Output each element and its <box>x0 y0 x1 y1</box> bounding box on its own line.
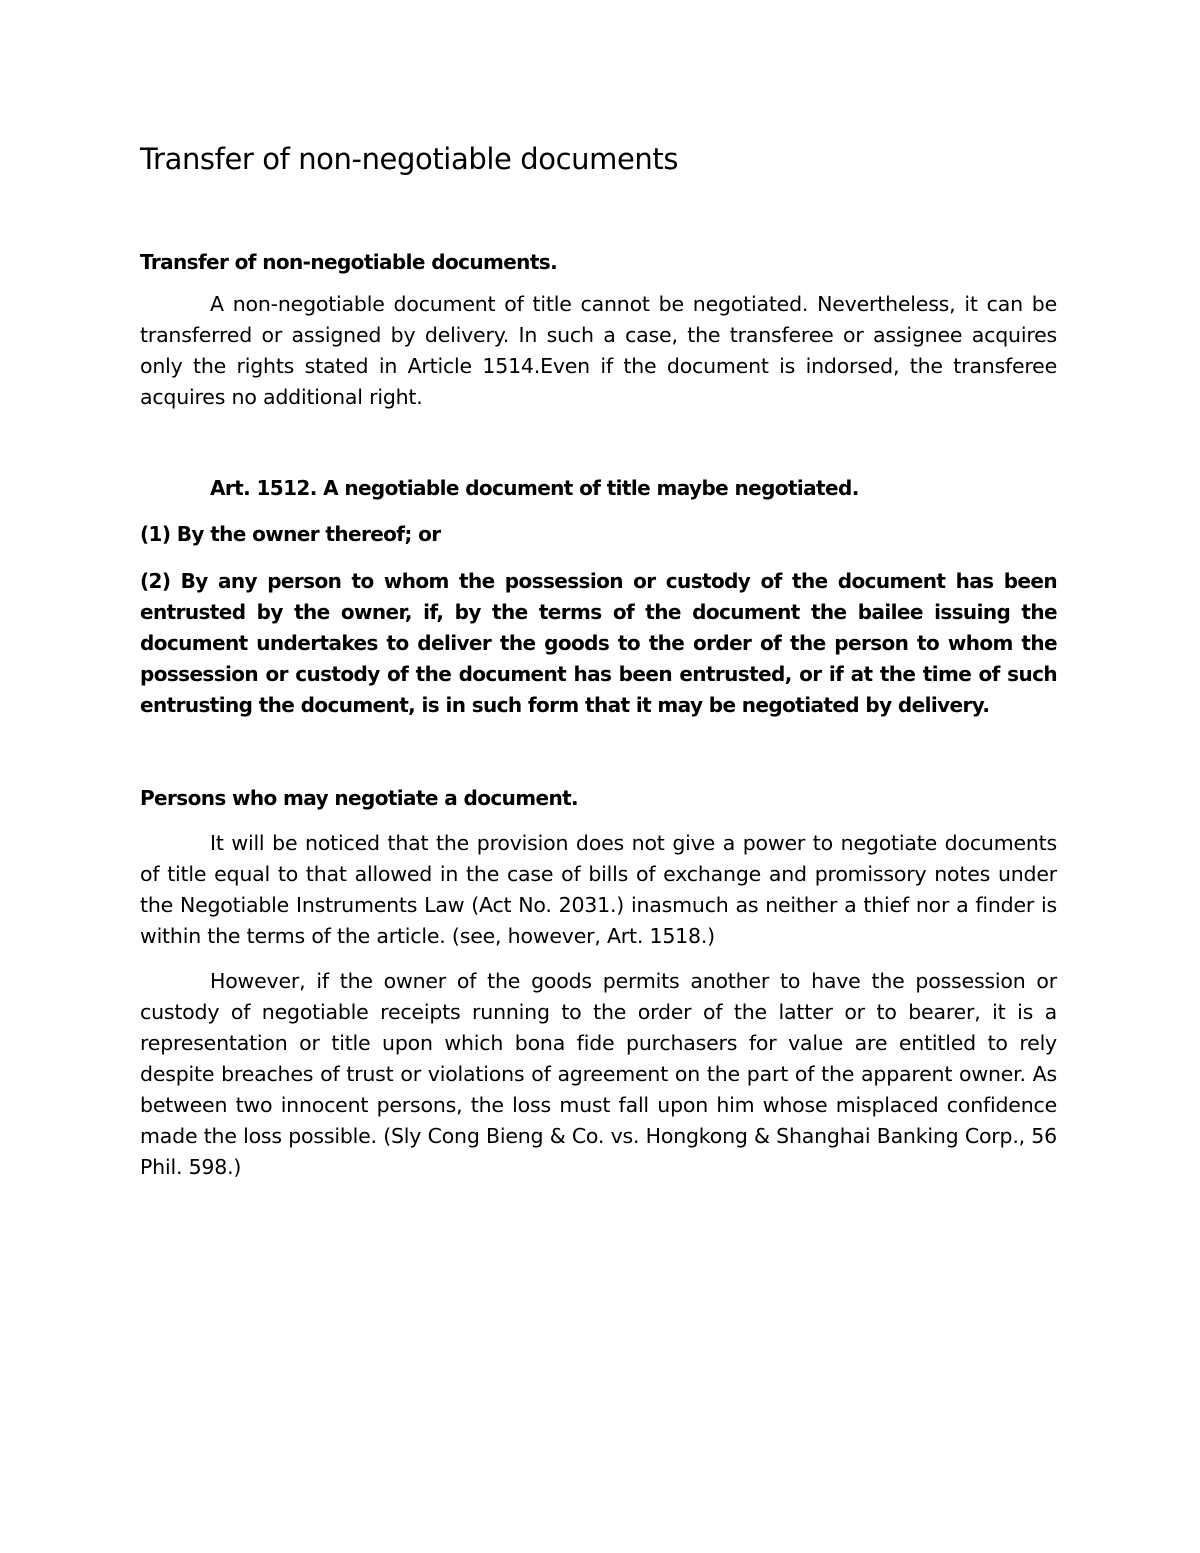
article-item-1: (1) By the owner thereof; or <box>140 522 441 546</box>
article-heading: Art. 1512. A negotiable document of title maybe negotiated. <box>210 476 859 500</box>
section-heading-transfer: Transfer of non-negotiable documents. <box>140 250 558 274</box>
paragraph-persons-2: However, if the owner of the goods permits another to have the possession or custody of negotiable receipts running to the order of the latter or to bearer, it is a representation or title upon which bona fide purchasers for value are entitled to rely despite breaches of trust or violations of agreement on the part of the apparent owner. As between two innocent persons, the loss must fall upon him whose misplaced confidence made the loss possible. (Sly Cong Bieng & Co. vs. Hongkong & Shanghai Banking Corp., 56 Phil. 598.) <box>140 969 1057 1179</box>
paragraph-persons-1: It will be noticed that the provision does not give a power to negotiate documents of title equal to that allowed in the case of bills of exchange and promissory notes under the Negotiable Instruments Law (Act No. 2031.) inasmuch as neither a thief nor a finder is within the terms of the article. (see, however, Art. 1518.) <box>140 831 1057 948</box>
document-title: Transfer of non-negotiable documents <box>140 142 679 176</box>
paragraph-transfer: A non-negotiable document of title cannot be negotiated. Nevertheless, it can be transferred or assigned by delivery. In such a case, the transferee or assignee acquires only the rights stated in Article 1514.Even if the document is indorsed, the transferee acquires no additional right. <box>140 292 1057 409</box>
section-heading-persons: Persons who may negotiate a document. <box>140 786 579 810</box>
article-item-2: (2) By any person to whom the possession or custody of the document has been entrusted by the owner, if, by the terms of the document the bailee issuing the document undertakes to deliver the goods to the order of the person to whom the possession or custody of the document has been entrusted, or if at the time of such entrusting the document, is in such form that it may be negotiated by delivery. <box>140 569 1057 717</box>
